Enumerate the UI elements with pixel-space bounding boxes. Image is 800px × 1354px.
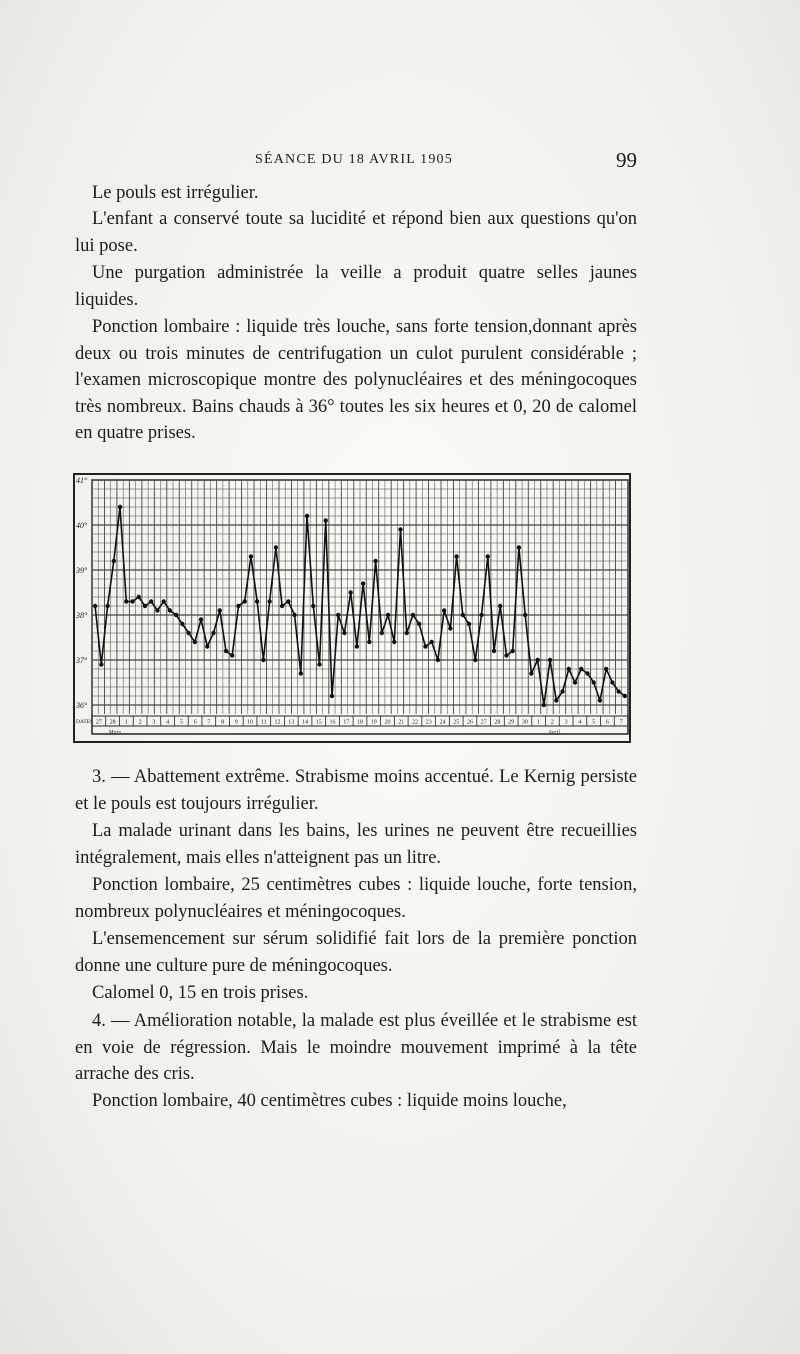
date-tick-label: 19 xyxy=(370,719,377,726)
temperature-point xyxy=(373,559,377,563)
temperature-point xyxy=(118,505,122,509)
temperature-point xyxy=(367,640,371,644)
temperature-chart-svg xyxy=(72,472,634,744)
paragraph: La malade urinant dans les bains, les urines ne peuvent être recueillies intégralement, mais elles n'atteignent pas un litre. xyxy=(75,821,637,868)
temperature-point xyxy=(585,671,589,675)
temperature-point xyxy=(230,653,234,657)
temperature-point xyxy=(492,649,496,653)
temperature-point xyxy=(218,608,222,612)
paragraph: L'ensemencement sur sérum solidifié fait lors de la première ponction donne une culture pure de méningocoques. xyxy=(75,929,637,976)
temperature-point xyxy=(386,613,390,617)
temperature-point xyxy=(616,689,620,693)
date-tick-label: 22 xyxy=(411,719,418,726)
temperature-point xyxy=(592,680,596,684)
temperature-point xyxy=(174,613,178,617)
temperature-point xyxy=(299,671,303,675)
temperature-point xyxy=(554,698,558,702)
temperature-point xyxy=(467,622,471,626)
temperature-point xyxy=(548,658,552,662)
temperature-point xyxy=(205,644,209,648)
temperature-point xyxy=(523,613,527,617)
temperature-point xyxy=(105,604,109,608)
temperature-point xyxy=(236,604,240,608)
date-tick-label: 13 xyxy=(288,719,295,726)
date-tick-label: 5 xyxy=(179,719,183,726)
temperature-point xyxy=(143,604,147,608)
temperature-point xyxy=(199,617,203,621)
temperature-point xyxy=(336,613,340,617)
temperature-point xyxy=(567,667,571,671)
y-tick-label: 39° xyxy=(76,566,88,575)
date-tick-label: 16 xyxy=(329,719,336,726)
temperature-point xyxy=(355,644,359,648)
date-tick-label: 23 xyxy=(425,719,432,726)
date-tick-label: 24 xyxy=(439,719,446,726)
running-title: SÉANCE DU 18 AVRIL 1905 xyxy=(255,152,453,167)
paragraph: 4. — Amélioration notable, la malade est plus éveillée et le strabisme est en voie de régression. Mais le moindre mouvement imprimé à la tête arrache des cris. xyxy=(75,1011,637,1084)
date-tick-label: 4 xyxy=(166,719,170,726)
temperature-point xyxy=(442,608,446,612)
paragraph: Une purgation administrée la veille a produit quatre selles jaunes liquides. xyxy=(75,263,637,310)
temperature-point xyxy=(99,662,103,666)
temperature-point xyxy=(168,608,172,612)
date-tick-label: 20 xyxy=(384,719,391,726)
temperature-point xyxy=(429,640,433,644)
temperature-point xyxy=(461,613,465,617)
temperature-point xyxy=(274,545,278,549)
x-axis-label: DATES xyxy=(76,719,94,725)
date-tick-label: 1 xyxy=(537,719,541,726)
temperature-point xyxy=(130,599,134,603)
paragraph: L'enfant a conservé toute sa lucidité et répond bien aux questions qu'on lui pose. xyxy=(75,209,637,256)
date-tick-label: 27 xyxy=(95,719,102,726)
temperature-point xyxy=(124,599,128,603)
temperature-point xyxy=(311,604,315,608)
temperature-point xyxy=(573,680,577,684)
temperature-point xyxy=(180,622,184,626)
temperature-point xyxy=(292,613,296,617)
paragraph: Ponction lombaire, 25 centimètres cubes : liquide louche, forte tension, nombreux polynucléaires et méningocoques. xyxy=(75,875,637,922)
date-tick-label: 15 xyxy=(315,719,322,726)
temperature-point xyxy=(486,554,490,558)
date-tick-label: 4 xyxy=(578,719,582,726)
y-tick-label: 38° xyxy=(76,611,88,620)
temperature-point xyxy=(317,662,321,666)
date-tick-label: 7 xyxy=(619,719,623,726)
running-head xyxy=(75,148,637,174)
paragraph: Le pouls est irrégulier. xyxy=(92,183,259,203)
temperature-point xyxy=(342,631,346,635)
temperature-point xyxy=(324,518,328,522)
date-tick-label: 14 xyxy=(302,719,309,726)
date-tick-label: 8 xyxy=(221,719,225,726)
date-tick-label: 30 xyxy=(521,719,528,726)
temperature-point xyxy=(224,649,228,653)
temperature-point xyxy=(186,631,190,635)
page-number: 99 xyxy=(616,148,637,172)
temperature-point xyxy=(604,667,608,671)
temperature-point xyxy=(261,658,265,662)
temperature-point xyxy=(305,514,309,518)
temperature-point xyxy=(155,608,159,612)
date-tick-label: 2 xyxy=(138,719,142,726)
temperature-point xyxy=(436,658,440,662)
temperature-point xyxy=(348,590,352,594)
date-tick-label: 25 xyxy=(453,719,460,726)
temperature-point xyxy=(280,604,284,608)
temperature-point xyxy=(242,599,246,603)
y-tick-label: 40° xyxy=(76,521,88,530)
temperature-point xyxy=(623,694,627,698)
month-label: Avril xyxy=(548,730,560,736)
temperature-point xyxy=(193,640,197,644)
temperature-point xyxy=(473,658,477,662)
temperature-point xyxy=(255,599,259,603)
temperature-point xyxy=(161,599,165,603)
date-tick-label: 7 xyxy=(207,719,211,726)
date-tick-label: 3 xyxy=(152,719,156,726)
date-tick-label: 6 xyxy=(193,719,197,726)
temperature-point xyxy=(560,689,564,693)
date-tick-label: 5 xyxy=(592,719,596,726)
date-tick-label: 29 xyxy=(508,719,515,726)
temperature-point xyxy=(405,631,409,635)
temperature-point xyxy=(454,554,458,558)
temperature-point xyxy=(423,644,427,648)
date-tick-label: 9 xyxy=(234,719,238,726)
temperature-point xyxy=(93,604,97,608)
temperature-point xyxy=(510,649,514,653)
temperature-point xyxy=(529,671,533,675)
temperature-point xyxy=(392,640,396,644)
date-tick-label: 18 xyxy=(357,719,363,726)
temperature-point xyxy=(542,703,546,707)
date-tick-label: 6 xyxy=(605,719,609,726)
temperature-point xyxy=(398,527,402,531)
temperature-point xyxy=(286,599,290,603)
date-tick-label: 2 xyxy=(550,719,554,726)
temperature-point xyxy=(411,613,415,617)
temperature-point xyxy=(579,667,583,671)
temperature-point xyxy=(598,698,602,702)
temperature-point xyxy=(417,622,421,626)
temperature-chart xyxy=(72,472,634,744)
y-tick-label: 41° xyxy=(76,476,88,485)
temperature-point xyxy=(380,631,384,635)
paragraph: Ponction lombaire, 40 centimètres cubes : liquide moins louche, xyxy=(92,1091,567,1111)
date-tick-label: 17 xyxy=(343,719,350,726)
date-tick-label: 28 xyxy=(494,719,501,726)
temperature-point xyxy=(330,694,334,698)
temperature-point xyxy=(504,653,508,657)
temperature-point xyxy=(137,595,141,599)
temperature-point xyxy=(249,554,253,558)
y-tick-label: 36° xyxy=(76,701,88,710)
temperature-point xyxy=(479,613,483,617)
y-tick-label: 37° xyxy=(76,656,88,665)
temperature-point xyxy=(535,658,539,662)
temperature-point xyxy=(211,631,215,635)
date-tick-label: 28 xyxy=(109,719,116,726)
paragraph: Ponction lombaire : liquide très louche, sans forte tension,donnant après deux ou trois minutes de centrifugation un culot purulent considérable ; l'examen microscopique montre des polynucléaires et des méningocoques très nombreux. Bains chauds à 36° toutes les six heures et 0, 20 de calomel en quatre prises. xyxy=(75,317,637,443)
temperature-point xyxy=(149,599,153,603)
paragraph: Calomel 0, 15 en trois prises. xyxy=(92,983,309,1003)
date-tick-label: 3 xyxy=(564,719,568,726)
temperature-point xyxy=(361,581,365,585)
date-tick-label: 1 xyxy=(124,719,128,726)
date-tick-label: 11 xyxy=(260,719,267,726)
date-tick-label: 27 xyxy=(480,719,487,726)
temperature-point xyxy=(112,559,116,563)
month-label: Mars xyxy=(108,730,122,736)
temperature-point xyxy=(517,545,521,549)
temperature-point xyxy=(498,604,502,608)
date-tick-label: 21 xyxy=(398,719,405,726)
temperature-point xyxy=(610,680,614,684)
date-tick-label: 12 xyxy=(274,719,281,726)
temperature-point xyxy=(267,599,271,603)
date-tick-label: 10 xyxy=(247,719,254,726)
paragraph: 3. — Abattement extrême. Strabisme moins accentué. Le Kernig persiste et le pouls est toujours irrégulier. xyxy=(75,767,637,814)
temperature-point xyxy=(448,626,452,630)
date-tick-label: 26 xyxy=(466,719,473,726)
